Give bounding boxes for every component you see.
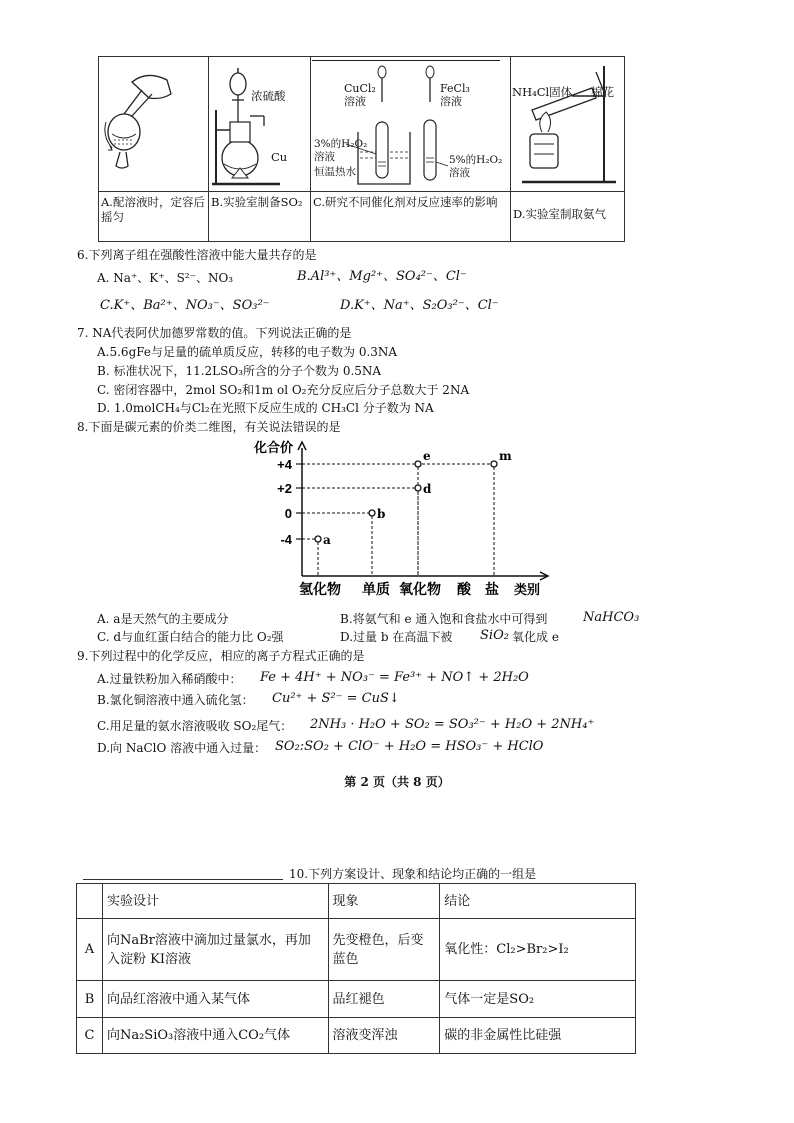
table-header-row [77, 884, 636, 919]
point-label-d: d [423, 482, 432, 496]
q9-option-a-eq: Fe + 4H⁺ + NO₃⁻ = Fe³⁺ + NO↑ + 2H₂O [260, 670, 529, 685]
caption-d: D.实验室制取氨气 [513, 207, 606, 221]
q6-option-b: B.Al³⁺、Mg²⁺、SO₄²⁻、Cl⁻ [297, 269, 467, 284]
label-h2o2-5pct: 5%的H₂O₂溶液 [449, 154, 503, 179]
row-label: C [77, 1018, 103, 1054]
label-hot-water-bath: 恒温热水 [314, 166, 356, 178]
cell-design: 向NaBr溶液中滴加过量氯水，再加入淀粉 KI溶液 [102, 919, 328, 981]
point-label-b: b [377, 507, 386, 521]
q7-option-d: D. 1.0molCH₄与Cl₂在光照下反应生成的 CH₃Cl 分子数为 NA [97, 401, 434, 415]
page-footer: 第 2 页（共 8 页） [344, 775, 450, 789]
q6-option-c: C.K⁺、Ba²⁺、NO₃⁻、SO₃²⁻ [100, 298, 270, 313]
q10-stem: 10.下列方案设计、现象和结论均正确的一组是 [289, 867, 537, 881]
label-cotton: 棉花 [591, 85, 614, 99]
ammonia-prep-illustration [512, 62, 624, 190]
q7-option-a: A.5.6gFe与足量的硫单质反应，转移的电子数为 0.3NA [97, 345, 398, 359]
q9-option-b: B.氯化铜溶液中通入硫化氢： [97, 693, 254, 707]
q9-option-b-eq: Cu²⁺ + S²⁻ = CuS↓ [272, 691, 400, 706]
q9-option-c-eq: 2NH₃ · H₂O + SO₂ = SO₃²⁻ + H₂O + 2NH₄⁺ [310, 717, 595, 732]
caption-b: B.实验室制备SO₂ [211, 195, 303, 209]
y-tick-label: 0 [284, 506, 292, 521]
x-category-label: 氧化物 [399, 581, 441, 597]
label-cucl2: CuCl₂溶液 [344, 82, 376, 108]
x-category-label: 酸 [457, 581, 471, 597]
x-category-label: 盐 [485, 581, 499, 597]
cell-design: 向品红溶液中通入某气体 [102, 981, 328, 1018]
q10-table [76, 883, 636, 1054]
header-cell: 结论 [440, 884, 636, 919]
q8-option-b-formula: NaHCO₃ [583, 610, 640, 625]
header-cell [77, 884, 103, 919]
label-fecl3: FeCl₃溶液 [440, 82, 470, 108]
y-axis-label: 化合价 [254, 440, 294, 455]
point-b [369, 510, 375, 516]
table-row [77, 919, 636, 981]
q8-option-b: B.将氨气和 e 通入饱和食盐水中可得到 [340, 612, 548, 626]
x-category-label: 单质 [362, 581, 390, 597]
q8-option-c: C. d与血红蛋白结合的能力比 O₂强 [97, 630, 284, 644]
cell-phenomenon: 先变橙色，后变蓝色 [328, 919, 440, 981]
cell-phenomenon: 溶液变浑浊 [328, 1018, 440, 1054]
table-row [77, 981, 636, 1018]
q9-stem: 9.下列过程中的化学反应，相应的离子方程式正确的是 [77, 649, 365, 663]
q9-option-c: C.用足量的氨水溶液吸收 SO₂尾气： [97, 719, 293, 733]
header-cell: 实验设计 [102, 884, 328, 919]
label-nh4cl: NH₄Cl固体 [512, 85, 573, 99]
table-row [77, 1018, 636, 1054]
x-axis-label: 类别 [514, 582, 541, 597]
cell-phenomenon: 品红褪色 [328, 981, 440, 1018]
point-e [415, 461, 421, 467]
y-tick-label: +4 [277, 457, 292, 472]
point-label-a: a [323, 533, 331, 547]
caption-c: C.研究不同催化剂对反应速率的影响 [313, 195, 498, 209]
point-a [315, 536, 321, 542]
cell-conclusion: 氧化性：Cl₂>Br₂>I₂ [440, 919, 636, 981]
q9-option-a: A.过量铁粉加入稀硝酸中： [97, 672, 242, 686]
q7-option-b: B. 标准状况下，11.2LSO₃所含的分子个数为 0.5NA [97, 364, 382, 378]
cell-design: 向Na₂SiO₃溶液中通入CO₂气体 [102, 1018, 328, 1054]
caption-a: A.配溶液时，定容后摇匀 [101, 195, 205, 224]
q8-option-d-end: 氧化成 e [512, 630, 559, 644]
point-label-e: e [423, 449, 431, 463]
label-conc-sulfuric-acid: 浓硫酸 [251, 89, 286, 103]
q6-stem: 6.下列离子组在强酸性溶液中能大量共存的是 [77, 248, 317, 262]
q6-option-d: D.K⁺、Na⁺、S₂O₃²⁻、Cl⁻ [340, 298, 499, 313]
apparatus-table [98, 56, 625, 242]
y-tick-label: -4 [280, 532, 292, 547]
so2-generator-illustration [210, 60, 310, 188]
row-label: A [77, 919, 103, 981]
point-label-m: m [499, 449, 512, 463]
q6-option-a: A. Na⁺、K⁺、S²⁻、NO₃ [97, 271, 234, 285]
label-cu: Cu [271, 150, 288, 164]
point-m [491, 461, 497, 467]
cell-conclusion: 气体一定是SO₂ [440, 981, 636, 1018]
q9-option-d-eq: SO₂:SO₂ + ClO⁻ + H₂O = HSO₃⁻ + HClO [275, 739, 544, 754]
q8-option-a: A. a是天然气的主要成分 [97, 612, 229, 626]
point-d [415, 485, 421, 491]
cell-conclusion: 碳的非金属性比硅强 [440, 1018, 636, 1054]
x-category-label: 氢化物 [299, 581, 341, 597]
q8-option-d: D.过量 b 在高温下被 [340, 630, 453, 644]
carbon-valence-chart [240, 436, 560, 604]
flask-shaking-illustration [102, 62, 202, 187]
row-label: B [77, 981, 103, 1018]
blank-line [83, 879, 283, 880]
q7-option-c: C. 密闭容器中，2mol SO₂和1m ol O₂充分反应后分子总数大于 2NA [97, 383, 470, 397]
header-cell: 现象 [328, 884, 440, 919]
q8-option-d-formula: SiO₂ [480, 628, 509, 643]
label-h2o2-3pct: 3%的H₂O₂溶液 [314, 138, 368, 163]
q7-stem: 7. NA代表阿伏加德罗常数的值。下列说法正确的是 [77, 326, 352, 340]
y-tick-label: +2 [277, 481, 292, 496]
q9-option-d: D.向 NaClO 溶液中通入过量： [97, 741, 267, 755]
q8-stem: 8.下面是碳元素的价类二维图，有关说法错误的是 [77, 420, 341, 434]
